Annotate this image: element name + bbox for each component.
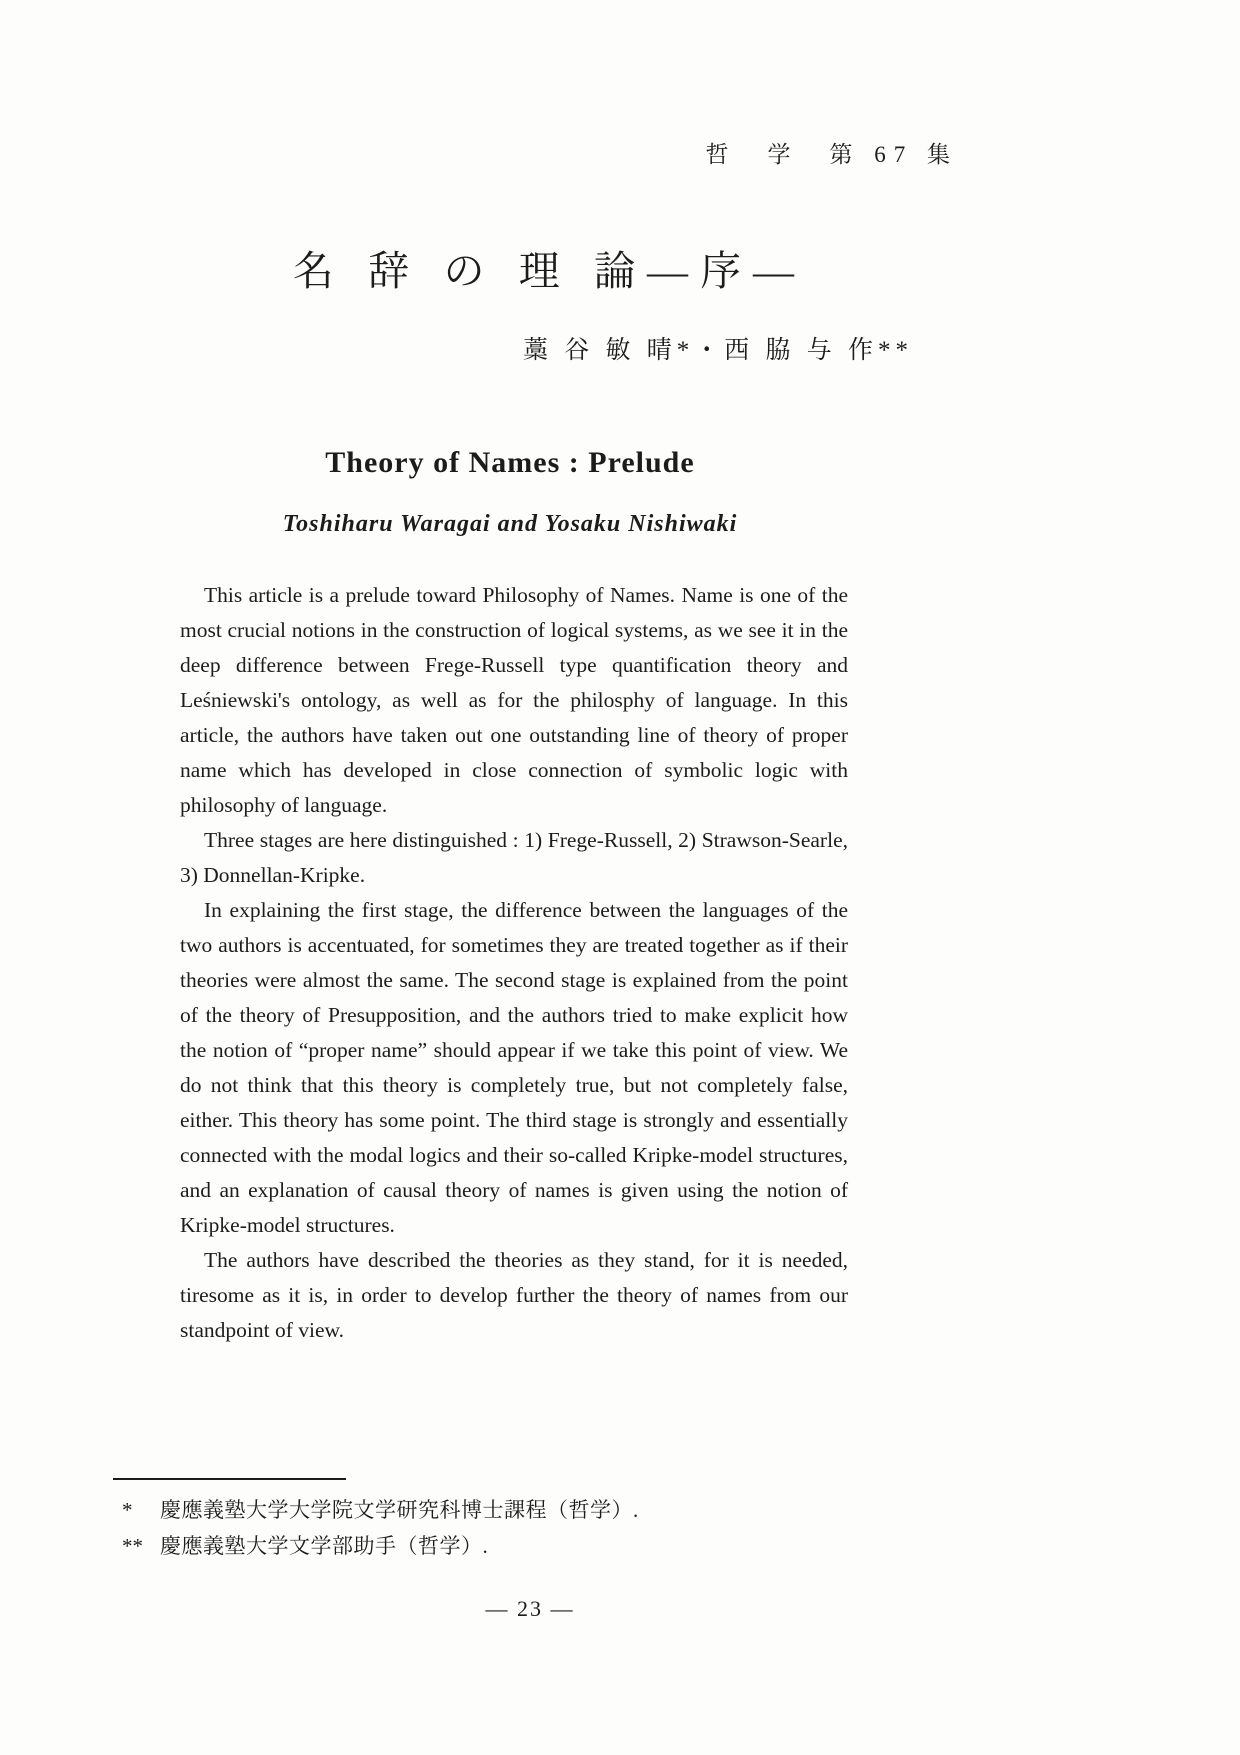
page-number: — 23 — [485,1596,575,1621]
abstract-body [180,578,848,1348]
authors-japanese: 藁 谷 敏 晴*・西 脇 与 作** [523,337,914,364]
article-title-english: Theory of Names : Prelude [325,446,695,479]
abstract-paragraph-3: In explaining the first stage, the difference between the languages of the two authors is accentuated, for sometimes they are treated together as if their theories were almost the same. The second stage is explained from the point of the theory of Presupposition, and the authors tried to make explicit how the notion of “proper name” should appear if we take this point of view. We do not think that this theory is completely true, but not completely false, either. This theory has some point. The third stage is strongly and essentially connected with the modal logics and their so-called Kripke-model structures, and an explanation of causal theory of names is given using the notion of Kripke-model structures. [180,898,848,1237]
footnotes [122,1492,882,1564]
footnote-item [122,1528,882,1564]
footnote-marker-2: ** [122,1534,143,1558]
abstract-paragraph-2: Three stages are here distinguished : 1) Frege-Russell, 2) Strawson-Searle, 3) Donnellan-Kripke. [180,828,848,887]
abstract-paragraph-4: The authors have described the theories as they stand, for it is needed, tiresome as it is, in order to develop further the theory of names from our standpoint of view. [180,1248,848,1342]
authors-english: Toshiharu Waragai and Yosaku Nishiwaki [282,511,738,537]
footnote-marker-1: * [122,1498,133,1522]
footnote-divider-rule [113,1478,346,1480]
footnote-text-1: 慶應義塾大学大学院文学研究科博士課程（哲学）. [160,1498,639,1522]
footnote-item [122,1492,882,1528]
footnote-text-2: 慶應義塾大学文学部助手（哲学）. [160,1534,489,1558]
article-title-japanese: 名 辞 の 理 論—序— [293,248,806,294]
journal-volume-header: 哲 学 第 67 集 [705,142,958,167]
abstract-paragraph-1: This article is a prelude toward Philosophy of Names. Name is one of the most crucial notions in the construction of logical systems, as we see it in the deep difference between Frege-Russell type quantification theory and Leśniewski's ontology, as well as for the philosphy of language. In this article, the authors have taken out one outstanding line of theory of proper name which has developed in close connection of symbolic logic with philosophy of language. [180,583,848,817]
